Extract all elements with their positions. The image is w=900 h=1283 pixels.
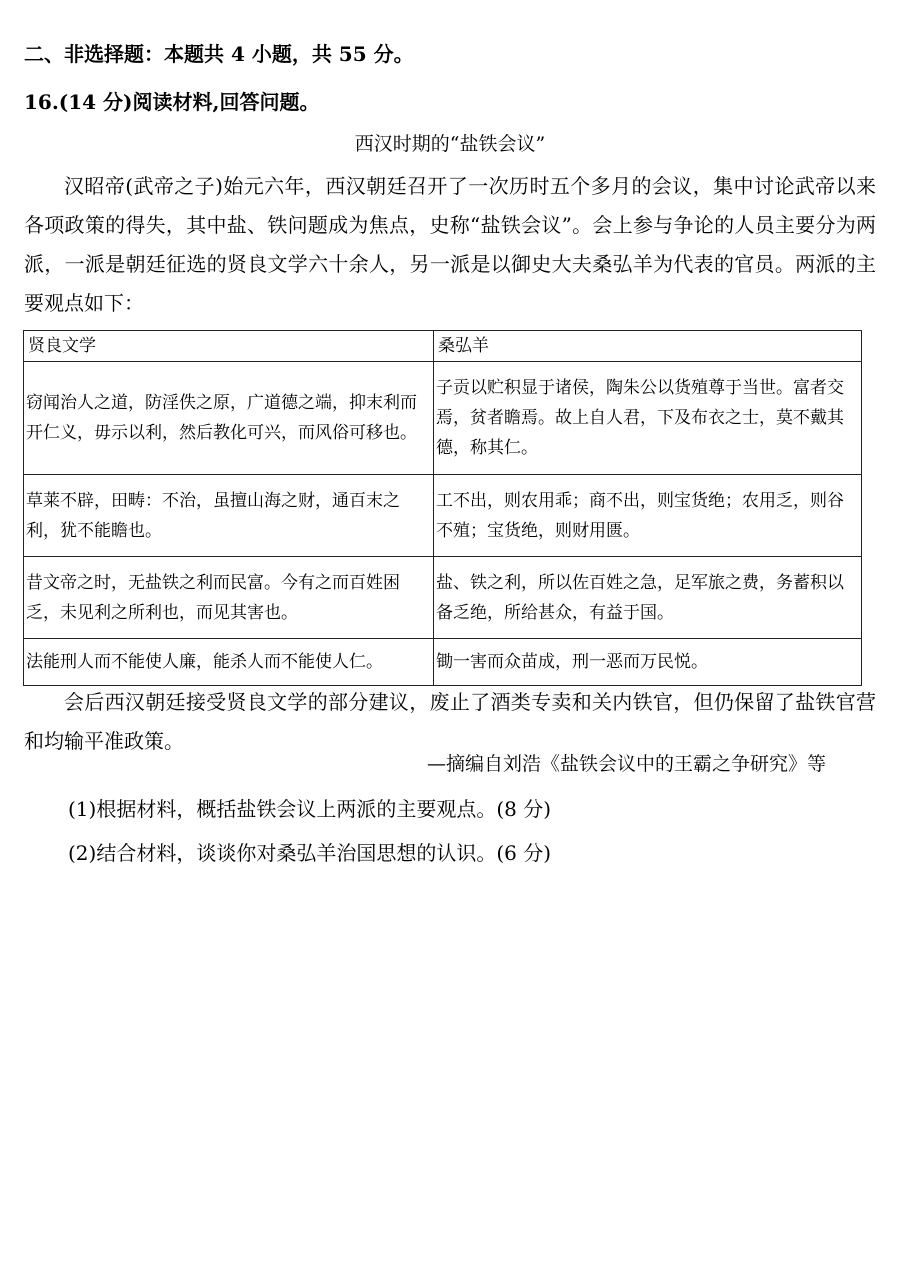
- table-cell-right: 子贡以贮积显于诸侯，陶朱公以货殖尊于当世。富者交焉，贫者瞻焉。故上自人君，下及布衣之士，莫不戴其德，称其仁。: [434, 362, 862, 475]
- table-cell-left: 法能刑人而不能使人廉，能杀人而不能使人仁。: [24, 639, 434, 686]
- table-row: [24, 475, 862, 557]
- table-header-row: [24, 331, 862, 362]
- closing-paragraph: 会后西汉朝廷接受贤良文学的部分建议，废止了酒类专卖和关内铁官，但仍保留了盐铁官营和均输平准政策。: [24, 690, 876, 753]
- intro-paragraph: 汉昭帝(武帝之子)始元六年，西汉朝廷召开了一次历时五个多月的会议，集中讨论武帝以来各项政策的得失，其中盐、铁问题成为焦点，史称“盐铁会议”。会上参与争论的人员主要分为两派，一派是朝廷征选的贤良文学六十余人，另一派是以御史大夫桑弘羊为代表的官员。两派的主要观点如下：: [24, 174, 876, 315]
- question-header: 16.(14 分)阅读材料,回答问题。: [24, 90, 320, 114]
- table-cell-right: 盐、铁之利，所以佐百姓之急，足军旅之费，务蓄积以备乏绝，所给甚众，有益于国。: [434, 557, 862, 639]
- section-heading: 二、非选择题：本题共 4 小题，共 55 分。: [24, 42, 414, 66]
- sub-question-2: (2)结合材料，谈谈你对桑弘羊治国思想的认识。(6 分): [68, 841, 552, 865]
- material-title: 西汉时期的“盐铁会议”: [354, 133, 546, 155]
- table-cell-right: 工不出，则农用乖；商不出，则宝货绝；农用乏，则谷不殖；宝货绝，则财用匮。: [434, 475, 862, 557]
- table-row: [24, 362, 862, 475]
- source-citation: —摘编自刘浩《盐铁会议中的王霸之争研究》等: [426, 753, 826, 775]
- table-cell-left: 窃闻治人之道，防淫佚之原，广道德之端，抑末利而开仁义，毋示以利，然后教化可兴，而风俗可移也。: [24, 362, 434, 475]
- table-cell-right: 锄一害而众苗成，刑一恶而万民悦。: [434, 639, 862, 686]
- header-sang-hongyang: 桑弘羊: [434, 331, 862, 362]
- table-cell-left: 昔文帝之时，无盐铁之利而民富。今有之而百姓困乏，未见利之所利也，而见其害也。: [24, 557, 434, 639]
- table-row: [24, 557, 862, 639]
- header-xianliang-wenxue: 贤良文学: [24, 331, 434, 362]
- sub-question-1: (1)根据材料，概括盐铁会议上两派的主要观点。(8 分): [68, 797, 552, 821]
- table-cell-left: 草莱不辟，田畴：不治，虽擅山海之财，通百末之利，犹不能瞻也。: [24, 475, 434, 557]
- table-row: [24, 639, 862, 686]
- viewpoints-table: [23, 330, 862, 686]
